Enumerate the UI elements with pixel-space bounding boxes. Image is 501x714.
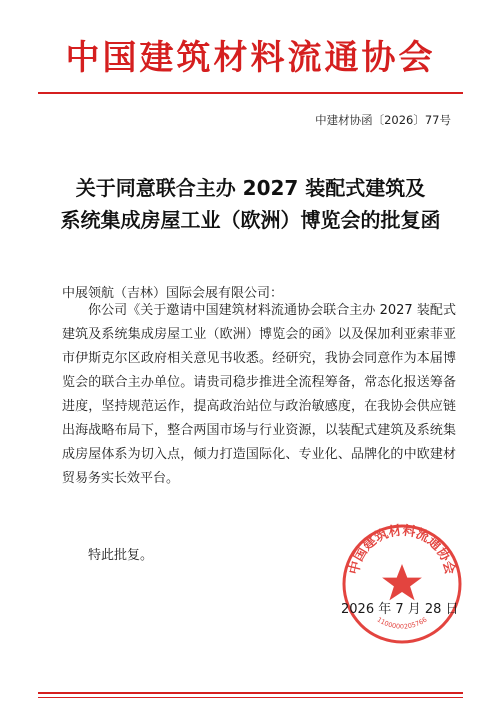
- document-number: 中建材协函〔2026〕77号: [315, 113, 451, 127]
- title-line-2: 系统集成房屋工业（欧洲）博览会的批复函: [60, 208, 441, 232]
- footer-divider: [38, 692, 463, 694]
- seal-code: 1100000205766: [375, 615, 429, 631]
- body-paragraph: 你公司《关于邀请中国建筑材料流通协会联合主办 2027 装配式建筑及系统集成房屋工业（欧洲）博览会的函》以及保加利亚索菲亚市伊斯克尔区政府相关意见书收悉。经研究，我协会同意作为本届博览会的联合主办单位。请贵司稳步推进全流程筹备，常态化报送筹备进度，坚持规范运作，提高政治站位与政治敏感度，在我协会供应链出海战略布局下，整合两国市场与行业资源，以装配式建筑及系统集成房屋体系为切入点，倾力打造国际化、专业化、品牌化的中欧建材贸易务实长效平台。: [62, 303, 456, 486]
- svg-text:1100000205766: [376, 616, 429, 631]
- closing-line: 特此批复。: [88, 548, 154, 563]
- seal-star-icon: [382, 564, 422, 600]
- seal-text: 中国建筑材料流通协会: [346, 523, 458, 576]
- title-line-1: 关于同意联合主办 2027 装配式建筑及: [75, 176, 426, 200]
- letterhead-title: 中国建筑材料流通协会: [65, 38, 436, 78]
- document-title: [0, 172, 501, 236]
- footer-divider-thin: [38, 697, 463, 698]
- official-seal-icon: [338, 520, 466, 648]
- recipient: 中展领航（吉林）国际会展有限公司：: [62, 286, 284, 301]
- document-date: 2026 年 7 月 28 日: [341, 602, 459, 617]
- letterhead-divider: [38, 92, 463, 94]
